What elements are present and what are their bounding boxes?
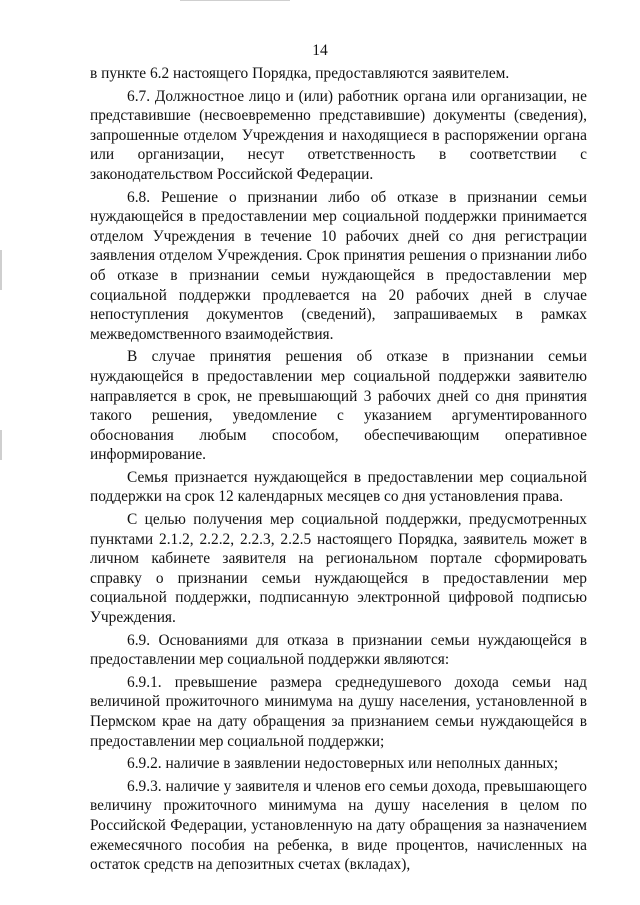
- paragraph: Семья признается нуждающейся в предоставлении мер социальной поддержки на срок 12 календарных месяцев со дня установления права.: [90, 468, 587, 506]
- scan-left-mark: [0, 430, 2, 460]
- paragraph-6-7: 6.7. Должностное лицо и (или) работник органа или организации, не представившие (несвоевременно представившие) документы (сведения), запрошенные отделом Учреждения и находящиеся в распоряжении органа или организации, несут ответственность в соответствии с законодательством Российской Федерации.: [90, 87, 587, 183]
- paragraph-6-9-1: 6.9.1. превышение размера среднедушевого дохода семьи над величиной прожиточного минимума на душу населения, установленной в Пермском крае на дату обращения за признанием семьи нуждающейся в предоставлении мер социальной поддержки;: [90, 673, 587, 750]
- paragraph: В случае принятия решения об отказе в признании семьи нуждающейся в предоставлении мер социальной поддержки заявителю направляется в срок, не превышающий 3 рабочих дней со дня принятия такого решения, уведомление с указанием аргументированного обоснования любым способом, обеспечивающим оперативное информирование.: [90, 348, 587, 464]
- scan-top-line: [180, 0, 290, 1]
- document-body: [90, 64, 587, 878]
- paragraph: в пункте 6.2 настоящего Порядка, предоставляются заявителем.: [90, 65, 510, 82]
- paragraph-6-9: 6.9. Основаниями для отказа в признании семьи нуждающейся в предоставлении мер социальной поддержки являются:: [90, 631, 587, 669]
- page-number: 14: [312, 42, 328, 59]
- paragraph-6-8: 6.8. Решение о признании либо об отказе в признании семьи нуждающейся в предоставлении мер социальной поддержки принимается отделом Учреждения в течение 10 рабочих дней со дня регистрации заявления отделом Учреждения. Срок принятия решения о признании либо об отказе в признании семьи нуждающейся в предоставлении мер социальной поддержки продлевается на 20 рабочих дней в случае непоступления документов (сведений), запрашиваемых в рамках межведомственного взаимодействия.: [90, 188, 587, 343]
- paragraph-6-9-3: 6.9.3. наличие у заявителя и членов его семьи дохода, превышающего величину прожиточного минимума на душу населения в целом по Российской Федерации, установленную на дату обращения за назначением ежемесячного пособия на ребенка, в виде процентов, начисленных на остаток средств на депозитных счетах (вкладах),: [90, 777, 587, 874]
- paragraph-6-9-2: 6.9.2. наличие в заявлении недостоверных или неполных данных;: [127, 755, 559, 773]
- scan-left-mark: [0, 250, 2, 290]
- paragraph: С целью получения мер социальной поддержки, предусмотренных пунктами 2.1.2, 2.2.2, 2.2.3, 2.2.5 настоящего Порядка, заявитель может в личном кабинете заявителя на региональном портале сформировать справку о признании семьи нуждающейся в предоставлении мер социальной поддержки, подписанную электронной цифровой подписью Учреждения.: [90, 511, 587, 627]
